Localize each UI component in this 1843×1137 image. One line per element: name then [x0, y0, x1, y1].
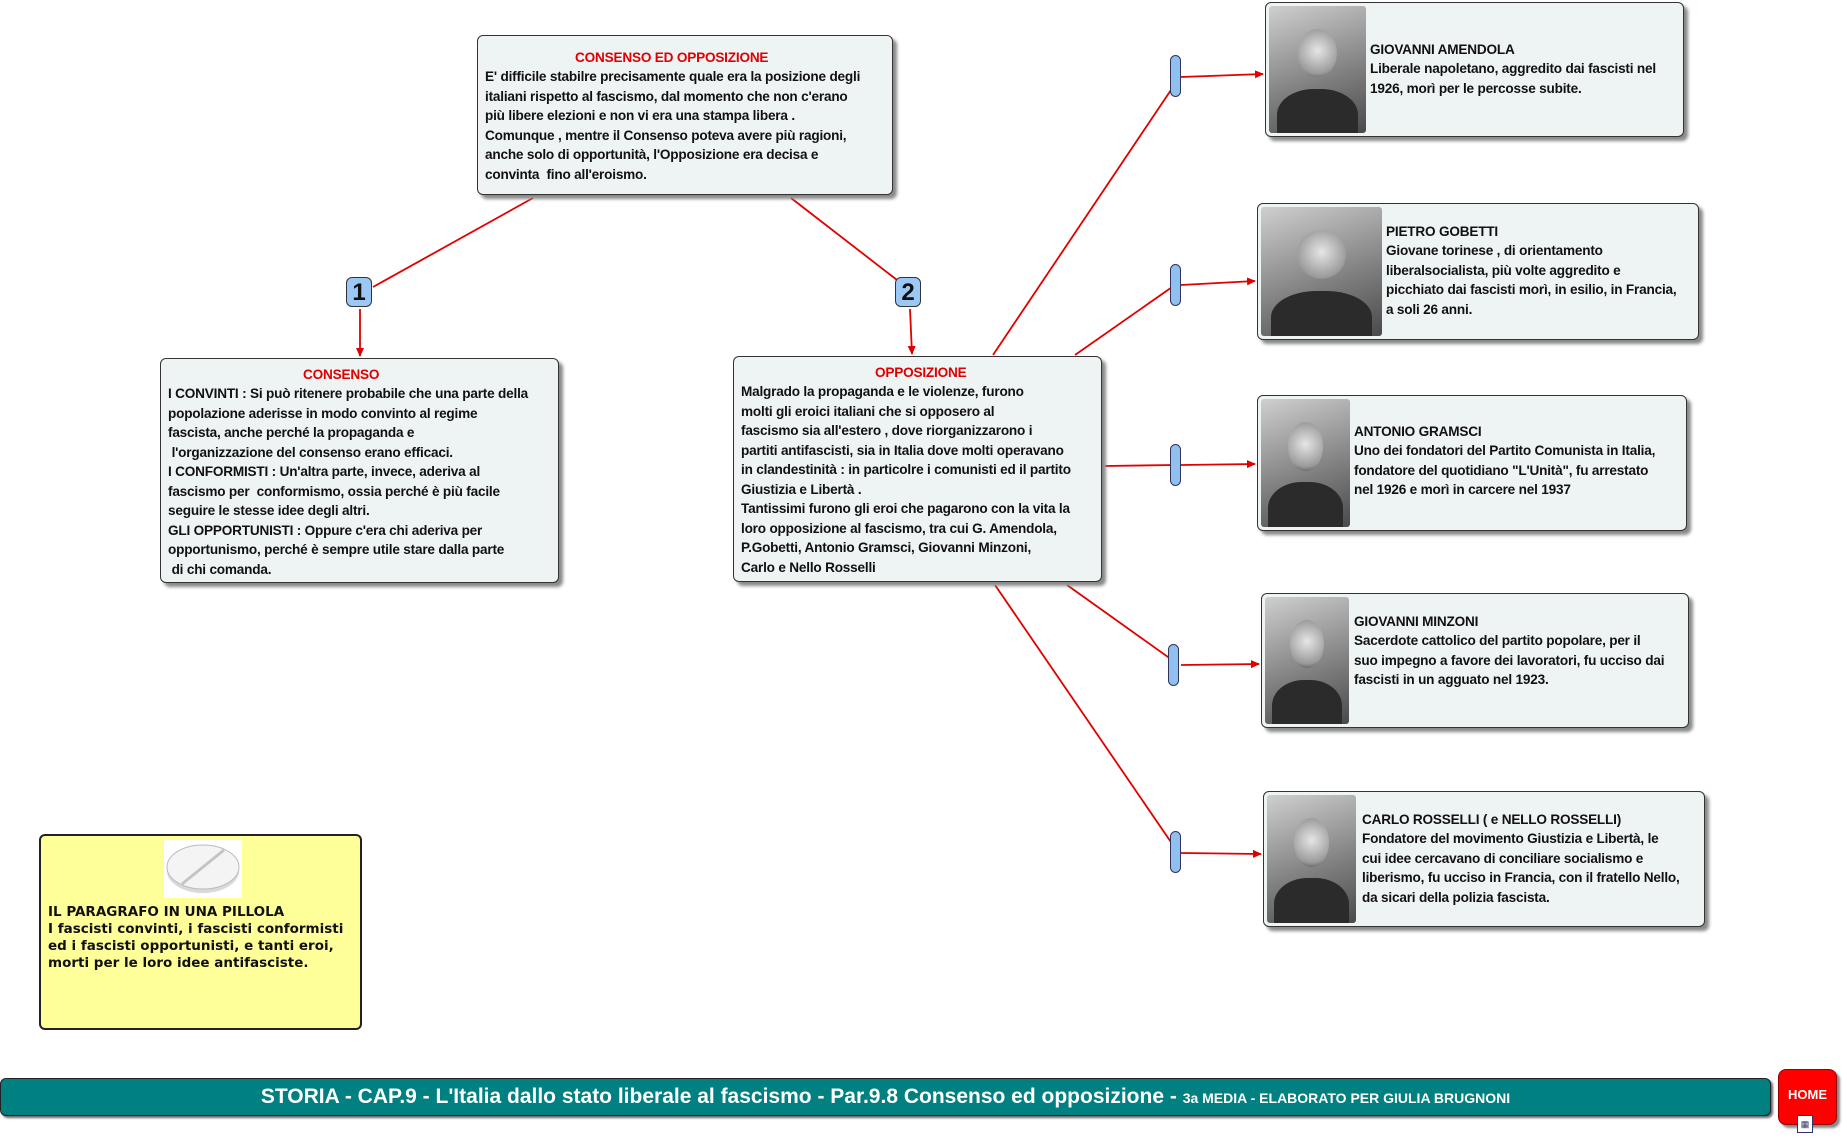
- text-line: ed i fascisti opportunisti, e tanti eroi,: [48, 938, 334, 954]
- person-description: [1386, 241, 1676, 319]
- text-line: Fondatore del movimento Giustizia e Libertà, le: [1362, 831, 1659, 846]
- text-line: Sacerdote cattolico del partito popolare, per il: [1354, 633, 1641, 648]
- text-line: 1926, morì per le percosse subite.: [1370, 80, 1582, 96]
- person-description: [1370, 59, 1656, 98]
- text-line: suo impegno a favore dei lavoratori, fu ucciso dai: [1354, 652, 1665, 668]
- footer-title: STORIA - CAP.9 - L'Italia dallo stato liberale al fascismo - Par.9.8 Consenso ed opposizione -: [260, 1085, 1183, 1108]
- text-line: anche solo di opportunità, l'Opposizione era decisa e: [485, 147, 819, 162]
- text-line: nel 1926 e morì in carcere nel 1937: [1354, 482, 1571, 497]
- portrait-photo: [1265, 597, 1349, 724]
- text-line: P.Gobetti, Antonio Gramsci, Giovanni Minzoni,: [741, 540, 1032, 555]
- connector-handle[interactable]: [1170, 55, 1181, 97]
- text-line: partiti antifascisti, sia in Italia dove molti operavano: [741, 442, 1064, 458]
- connector-handle[interactable]: [1170, 831, 1181, 873]
- person-name: GIOVANNI MINZONI: [1354, 614, 1479, 629]
- text-line: fascismo per conformismo, ossia perché è più facile: [168, 483, 500, 499]
- text-line: a soli 26 anni.: [1386, 301, 1473, 317]
- portrait-photo: [1261, 207, 1382, 336]
- opposizione-text: [741, 382, 1071, 577]
- text-line: Comunque , mentre il Consenso poteva avere più ragioni,: [485, 127, 847, 143]
- opposizione-box: [733, 356, 1102, 582]
- text-line: l'organizzazione del consenso erano efficaci.: [168, 444, 453, 460]
- main-topic-box: [477, 35, 893, 195]
- badge-2: 2: [895, 277, 921, 307]
- text-line: popolazione aderisse in modo convinto al regime: [168, 405, 478, 421]
- person-description: [1362, 829, 1680, 907]
- portrait-photo: [1267, 795, 1356, 923]
- text-line: I fascisti convinti, i fascisti conformisti: [48, 921, 344, 937]
- home-button[interactable]: HOME: [1778, 1069, 1837, 1125]
- text-line: più libere elezioni e non vi era una stampa libera .: [485, 108, 795, 123]
- text-line: liberismo, fu ucciso in Francia, con il fratello Nello,: [1362, 870, 1680, 885]
- text-line: GLI OPPORTUNISTI : Oppure c'era chi aderiva per: [168, 522, 483, 538]
- text-line: Tantissimi furono gli eroi che pagarono con la vita la: [741, 501, 1070, 516]
- text-line: seguire le stesse idee degli altri.: [168, 503, 370, 518]
- consenso-box: [160, 358, 559, 583]
- text-line: picchiato dai fascisti morì, in esilio, in Francia,: [1386, 282, 1677, 297]
- summary-title: IL PARAGRAFO IN UNA PILLOLA: [48, 904, 285, 920]
- person-card-rosselli: [1263, 791, 1705, 927]
- text-line: Giovane torinese , di orientamento: [1386, 243, 1603, 258]
- summary-text: [48, 921, 343, 972]
- footer-subtitle: 3a MEDIA - ELABORATO PER GIULIA BRUGNONI: [1182, 1090, 1511, 1106]
- text-line: fascisti in un agguato nel 1923.: [1354, 672, 1549, 687]
- person-name: ANTONIO GRAMSCI: [1354, 424, 1482, 439]
- main-topic-title: CONSENSO ED OPPOSIZIONE: [575, 50, 769, 65]
- text-line: Giustizia e Libertà .: [741, 481, 862, 497]
- text-line: da sicari della polizia fascista.: [1362, 889, 1550, 905]
- person-card-gobetti: [1257, 203, 1699, 340]
- text-line: E' difficile stabilre precisamente quale era la posizione degli: [485, 69, 861, 84]
- pill-tablet-icon: [164, 840, 242, 898]
- person-description: [1354, 441, 1655, 500]
- text-line: fascismo sia all'estero , dove riorganizzarono i: [741, 423, 1033, 438]
- text-line: Liberale napoletano, aggredito dai fascisti nel: [1370, 61, 1656, 76]
- connector-handle[interactable]: [1170, 264, 1181, 306]
- person-card-minzoni: [1261, 593, 1689, 728]
- text-line: Uno dei fondatori del Partito Comunista in Italia,: [1354, 443, 1656, 458]
- footer-title-bar: [0, 1078, 1771, 1116]
- text-line: molti gli eroici italiani che si opposero al: [741, 403, 995, 419]
- text-line: morti per le loro idee antifasciste.: [48, 955, 309, 971]
- text-line: italiani rispetto al fascismo, dal momento che non c'erano: [485, 88, 848, 104]
- consenso-text: [168, 384, 528, 579]
- person-description: [1354, 631, 1664, 690]
- text-line: cui idee cercavano di conciliare socialismo e: [1362, 850, 1644, 866]
- person-name: CARLO ROSSELLI ( e NELLO ROSSELLI): [1362, 812, 1622, 827]
- person-name: GIOVANNI AMENDOLA: [1370, 42, 1515, 57]
- home-link-icon[interactable]: ▦: [1797, 1115, 1813, 1133]
- text-line: liberalsocialista, più volte aggredito e: [1386, 262, 1621, 278]
- opposizione-title: OPPOSIZIONE: [875, 365, 967, 380]
- portrait-photo: [1261, 399, 1350, 527]
- consenso-title: CONSENSO: [303, 367, 380, 382]
- text-line: in clandestinità : in particolre i comunisti ed il partito: [741, 462, 1071, 477]
- text-line: Malgrado la propaganda e le violenze, furono: [741, 384, 1024, 399]
- connector-handle[interactable]: [1170, 444, 1181, 486]
- main-topic-text: [485, 67, 860, 184]
- text-line: I CONFORMISTI : Un'altra parte, invece, aderiva al: [168, 464, 481, 479]
- connector-handle[interactable]: [1168, 644, 1179, 686]
- person-card-gramsci: [1257, 395, 1687, 531]
- person-card-amendola: [1265, 2, 1684, 137]
- text-line: fascista, anche perché la propaganda e: [168, 425, 415, 440]
- text-line: I CONVINTI : Si può ritenere probabile che una parte della: [168, 386, 529, 401]
- text-line: loro opposizione al fascismo, tra cui G. Amendola,: [741, 520, 1057, 536]
- text-line: opportunismo, perché è sempre utile stare dalla parte: [168, 542, 505, 557]
- text-line: convinta fino all'eroismo.: [485, 166, 647, 182]
- text-line: fondatore del quotidiano "L'Unità", fu arrestato: [1354, 462, 1649, 478]
- person-name: PIETRO GOBETTI: [1386, 224, 1498, 239]
- portrait-photo: [1269, 6, 1366, 133]
- summary-pill-box: [39, 834, 362, 1030]
- text-line: Carlo e Nello Rosselli: [741, 559, 876, 575]
- text-line: di chi comanda.: [168, 561, 272, 577]
- badge-1: 1: [346, 277, 372, 307]
